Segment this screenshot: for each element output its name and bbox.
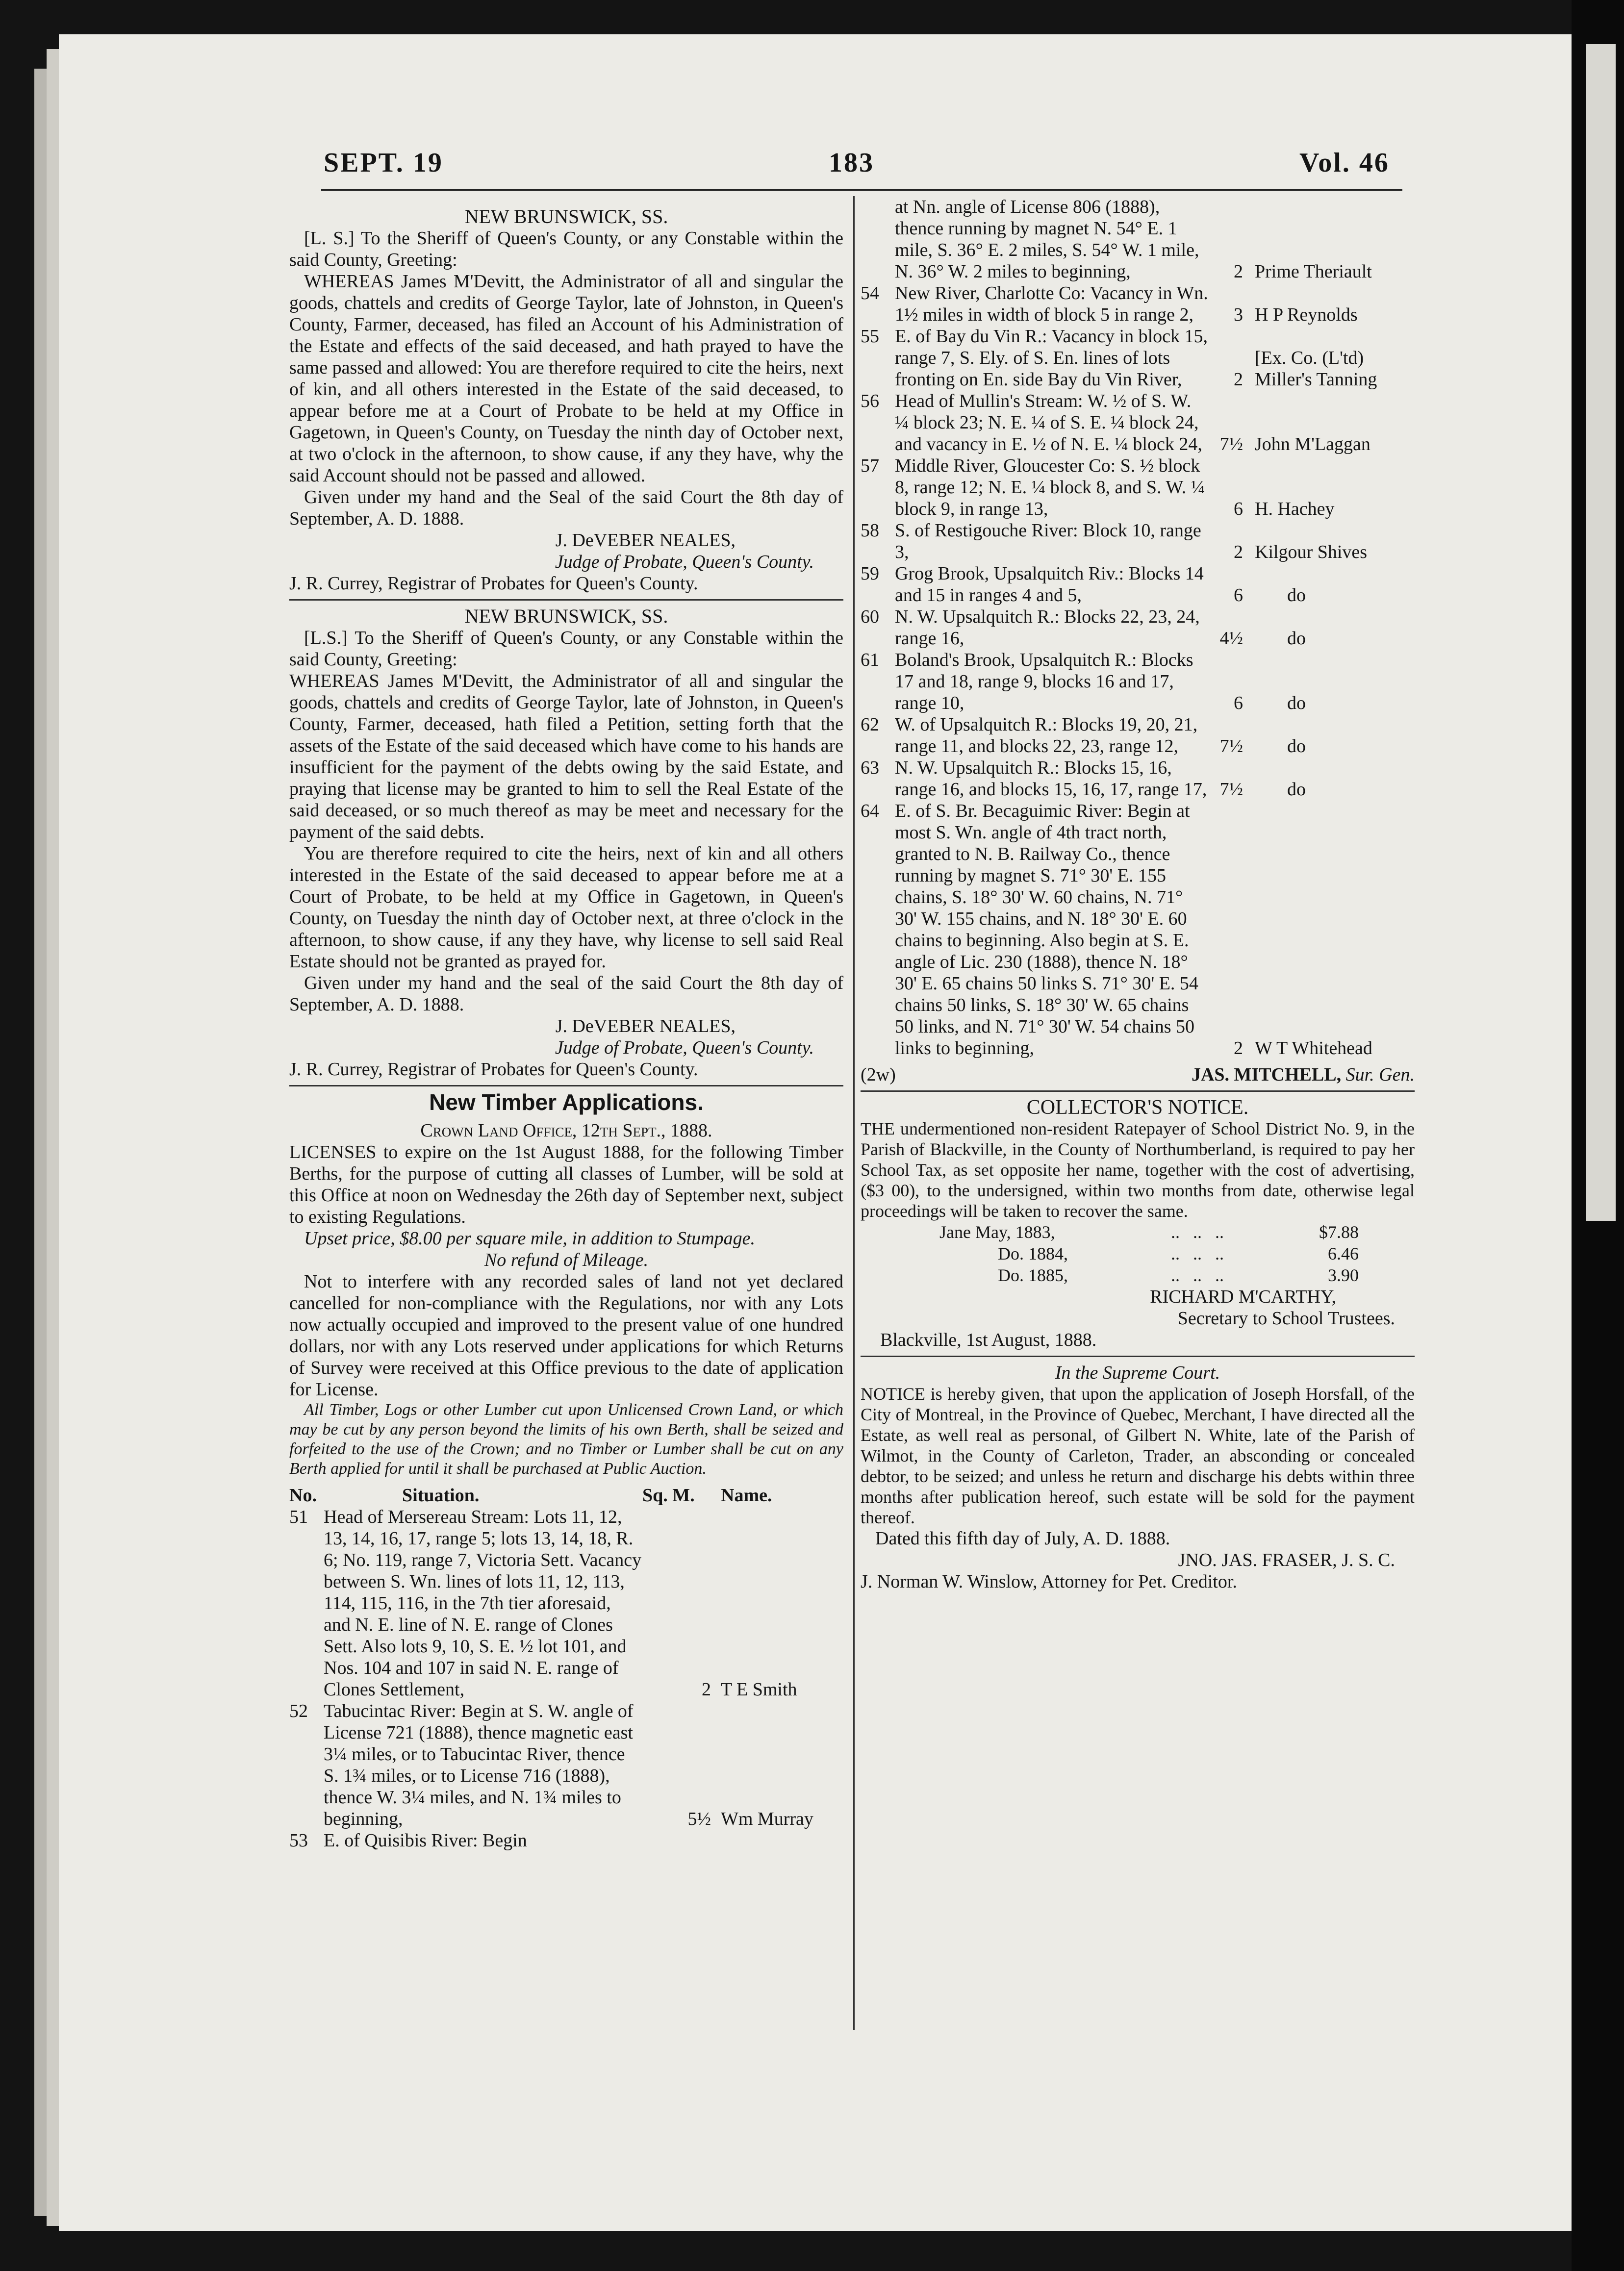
tax-amount: $7.88 <box>1319 1222 1359 1242</box>
row-no: 61 <box>861 650 879 670</box>
row-situation: Grog Brook, Upsalquitch Riv.: Blocks 14 and 15 in ranges 4 and 5, <box>895 563 1204 606</box>
row-name: do <box>1287 585 1306 606</box>
timber-upset: Upset price, $8.00 per square mile, in addition to Stumpage. <box>304 1228 755 1249</box>
supreme-signer: JNO. JAS. FRASER, J. S. C. <box>1178 1550 1395 1570</box>
supreme-attorney: J. Norman W. Winslow, Attorney for Pet. Creditor. <box>861 1571 1237 1592</box>
right-column <box>861 196 1415 1592</box>
notice2-body2: You are therefore required to cite the heirs, next of kin and all others interested in the Estate of the said deceased to appear before me at a Court of Probate, to be held at my Office in Gagetown, in Queen's County, on Tuesday the ninth day of October next, at three o'clock in the afternoon, to show cause, if any they have, why license to sell said Real Estate should not be granted as prayed for. <box>289 843 843 972</box>
timber-title: New Timber Applications. <box>429 1089 704 1115</box>
table-row <box>861 563 1415 606</box>
row-name: Wm Murray <box>721 1809 813 1829</box>
row-no: 52 <box>289 1701 308 1721</box>
row-sqm: 6 <box>1234 585 1243 606</box>
row-no: 55 <box>861 326 879 347</box>
row-situation: E. of Quisibis River: Begin <box>324 1830 527 1851</box>
tax-table <box>939 1221 1359 1286</box>
collector-title: COLLECTOR'S NOTICE. <box>1026 1096 1249 1119</box>
notice2-salutation: [L.S.] To the Sheriff of Queen's County, or any Constable within the said County, Greeting: <box>289 628 843 670</box>
row-no: 53 <box>289 1830 308 1851</box>
notice2-registrar: J. R. Currey, Registrar of Probates for Queen's County. <box>289 1059 698 1080</box>
row-no: 58 <box>861 520 879 541</box>
timber-table-left <box>289 1485 843 1851</box>
row-no <box>861 196 895 282</box>
timber-signer-line <box>1192 1064 1415 1085</box>
row-no: 62 <box>861 714 879 735</box>
divider <box>289 599 843 601</box>
tax-name: Do. 1884, <box>998 1244 1068 1263</box>
row-sqm: 7½ <box>1219 434 1243 454</box>
row-sqm: 5½ <box>687 1809 711 1829</box>
col-name: Name. <box>721 1485 772 1506</box>
row-situation: Head of Mullin's Stream: W. ½ of S. W. ¼ block 23; N. E. ¼ of S. E. ¼ block 24, and vacancy in E. ½ of N. E. ¼ block 24, <box>895 391 1202 454</box>
table-row <box>861 196 1415 282</box>
notice2-title: NEW BRUNSWICK, SS. <box>464 605 668 627</box>
timber-table-right <box>861 196 1415 1059</box>
collector-signer: RICHARD M'CARTHY, <box>1150 1287 1336 1307</box>
tax-name: Jane May, 1883, <box>939 1222 1055 1242</box>
leader-dots: .. .. .. <box>1171 1265 1224 1285</box>
row-situation: New River, Charlotte Co: Vacancy in Wn. 1½ miles in width of block 5 in range 2, <box>895 283 1208 325</box>
table-row <box>289 1830 843 1851</box>
table-row <box>939 1243 1359 1264</box>
row-sqm: 3 <box>1234 304 1243 325</box>
page-stack-edge <box>34 69 47 2216</box>
leader-dots: .. .. .. <box>1171 1222 1224 1242</box>
row-situation: Tabucintac River: Begin at S. W. angle of License 721 (1888), thence magnetic east 3¼ miles, or to Tabucintac River, thence S. 1¾ miles, or to License 716 (1888), thence W. 3¼ miles, and N. 1¾ miles to beginning, <box>324 1701 634 1829</box>
row-name: Kilgour Shives <box>1255 542 1368 562</box>
next-page-edge <box>1586 44 1616 1221</box>
row-sqm: 6 <box>1234 693 1243 713</box>
row-no: 57 <box>861 455 879 476</box>
row-situation: S. of Restigouche River: Block 10, range 3, <box>895 520 1201 562</box>
row-sqm: 7½ <box>1219 779 1243 800</box>
row-situation: W. of Upsalquitch R.: Blocks 19, 20, 21, range 11, and blocks 22, 23, range 12, <box>895 714 1198 757</box>
row-situation: Head of Mersereau Stream: Lots 11, 12, 13, 14, 16, 17, range 5; lots 13, 14, 18, R. 6; No. 119, range 7, Victoria Sett. Vacancy between S. Wn. lines of lots 11, 12, 113, 114, 115, 116, in the 7th tier aforesaid, and N. E. line of N. E. range of Clones Sett. Also lots 9, 10, S. E. ½ lot 101, and Nos. 104 and 107 in said N. E. range of Clones Settlement, <box>324 1507 642 1700</box>
table-row <box>939 1264 1359 1286</box>
row-sqm: 7½ <box>1219 736 1243 757</box>
notice2-signer: J. DeVEBER NEALES, <box>555 1016 736 1036</box>
table-header <box>289 1485 843 1506</box>
timber-signer-title: Sur. Gen. <box>1345 1064 1415 1085</box>
table-row <box>861 800 1415 1059</box>
table-row <box>861 649 1415 714</box>
table-row <box>861 520 1415 563</box>
notice2-given: Given under my hand and the seal of the said Court the 8th day of September, A. D. 1888. <box>289 973 843 1015</box>
table-row <box>861 606 1415 649</box>
row-situation: N. W. Upsalquitch R.: Blocks 22, 23, 24, range 16, <box>895 606 1200 649</box>
row-no: 63 <box>861 757 879 778</box>
row-situation: N. W. Upsalquitch R.: Blocks 15, 16, range 16, and blocks 15, 16, 17, range 17, <box>895 757 1207 800</box>
notice1-body: WHEREAS James M'Devitt, the Administrator of all and singular the goods, chattels and credits of George Taylor, late of Johnston, in Queen's County, Farmer, deceased, has filed an Account of his Administration of the Estate and effects of the said deceased, and hath prayed to have the same passed and allowed: You are therefore required to cite the heirs, next of kin, and all others interested in the Estate of the said deceased, to appear before me at a Court of Probate to be held at my Office in Gagetown, in Queen's County, on Tuesday the ninth day of October next, at two o'clock in the afternoon, to show cause, if any they have, why the said Account should not be passed and allowed. <box>289 271 843 486</box>
table-row <box>861 455 1415 520</box>
notice2-signer-title: Judge of Probate, Queen's County. <box>555 1037 814 1058</box>
row-no: 54 <box>861 283 879 303</box>
timber-warning: All Timber, Logs or other Lumber cut upon Unlicensed Crown Land, or which may be cut by any person beyond the limits of his own Berth, shall be seized and forfeited to the use of the Crown; and no Timber or Lumber shall be cut on any Berth applied for until it shall be purchased at Public Auction. <box>289 1401 843 1478</box>
supreme-dated: Dated this fifth day of July, A. D. 1888. <box>875 1528 1170 1549</box>
table-row <box>939 1221 1359 1243</box>
tax-amount: 6.46 <box>1328 1244 1359 1263</box>
notice1-signer-title: Judge of Probate, Queen's County. <box>555 552 814 572</box>
row-name <box>721 1830 843 1851</box>
row-sqm: 4½ <box>1219 628 1243 649</box>
row-sqm: 2 <box>1234 261 1243 282</box>
notice1-registrar: J. R. Currey, Registrar of Probates for Queen's County. <box>289 573 698 594</box>
timber-signer: JAS. MITCHELL, <box>1191 1064 1342 1085</box>
row-sqm: 2 <box>702 1679 711 1700</box>
row-situation: E. of S. Br. Becaguimic River: Begin at most S. Wn. angle of 4th tract north, granted to N. B. Railway Co., thence running by magnet S. 71° 30' E. 155 chains, S. 18° 30' W. 60 chains, N. 71° 30' W. 155 chains, and N. 18° 30' E. 60 chains to beginning. Also begin at S. E. angle of Lic. 230 (1888), thence N. 18° 30' E. 65 chains 50 links S. 71° 30' E. 54 chains 50 links, S. 18° 30' W. 65 chains 50 links, and N. 71° 30' W. 54 chains 50 links to beginning, <box>895 801 1198 1059</box>
row-situation: Middle River, Gloucester Co: S. ½ block 8, range 12; N. E. ¼ block 8, and S. W. ¼ block 9, in range 13, <box>895 455 1205 519</box>
tax-amount: 3.90 <box>1328 1265 1359 1285</box>
notice1-salutation: [L. S.] To the Sheriff of Queen's County, or any Constable within the said County, Greeting: <box>289 228 843 270</box>
timber-office: Crown Land Office, 12th Sept., 1888. <box>420 1120 712 1141</box>
notice1-title: NEW BRUNSWICK, SS. <box>464 205 668 227</box>
row-situation: at Nn. angle of License 806 (1888), thence running by magnet N. 54° E. 1 mile, S. 36° E. 2 miles, S. 54° W. 1 mile, N. 36° W. 2 miles to beginning, <box>895 197 1199 282</box>
row-name: W T Whitehead <box>1255 1038 1372 1059</box>
left-column <box>289 206 843 1851</box>
header-date: SEPT. 19 <box>324 148 443 178</box>
row-name: do <box>1287 628 1306 649</box>
notice2-body: WHEREAS James M'Devitt, the Administrator of all and singular the goods, chattels and credits of George Taylor, late of Johnston, in Queen's County, Farmer, deceased, hath filed a Petition, setting forth that the assets of the Estate of the said deceased which have come to his hands are insufficient for the payment of the debts owing by the said Estate, and praying that license may be granted to him to sell the Real Estate of the said deceased, or so much thereof as may be meet and necessary for the payment of the said debts. <box>289 671 843 842</box>
row-no: 59 <box>861 563 879 584</box>
row-name: do <box>1287 693 1306 713</box>
row-sqm: 6 <box>1234 499 1243 519</box>
collector-signer-title: Secretary to School Trustees. <box>1177 1308 1395 1329</box>
timber-no-refund: No refund of Mileage. <box>484 1250 649 1270</box>
row-no: 56 <box>861 391 879 411</box>
notice1-given: Given under my hand and the Seal of the said Court the 8th day of September, A. D. 1888. <box>289 487 843 529</box>
row-no: 51 <box>289 1507 308 1527</box>
collector-body: THE undermentioned non-resident Ratepayer of School District No. 9, in the Parish of Blackville, in the County of Northumberland, is required to pay her School Tax, as set opposite her name, together with the cost of advertising, ($3 00), to the undersigned, within two months from date, otherwise legal proceedings will be taken to recover the same. <box>861 1119 1415 1221</box>
col-sqm: Sq. M. <box>642 1485 695 1506</box>
row-sqm <box>642 1830 721 1851</box>
row-name: H. Hachey <box>1255 499 1335 519</box>
row-no: 60 <box>861 606 879 627</box>
volume-number: Vol. 46 <box>1299 148 1390 178</box>
row-no: 64 <box>861 801 879 821</box>
table-row <box>861 282 1415 326</box>
insertion-mark: (2w) <box>861 1064 896 1085</box>
timber-interfere: Not to interfere with any recorded sales of land not yet declared cancelled for non-compliance with the Regulations, nor with any Lots now actually occupied and improved to the present value of one hundred dollars, nor with any Lots reserved under applications for which Returns of Survey were received at this Office previous to the date of application for License. <box>289 1271 843 1400</box>
divider <box>861 1090 1415 1092</box>
row-name: Prime Theriault <box>1255 261 1372 282</box>
table-row <box>289 1700 843 1830</box>
row-name: do <box>1287 736 1306 757</box>
page-number: 183 <box>829 148 874 178</box>
timber-footer <box>861 1064 1415 1085</box>
table-row <box>861 757 1415 800</box>
table-row <box>861 714 1415 757</box>
leader-dots: .. .. .. <box>1171 1244 1224 1263</box>
row-sqm: 2 <box>1234 1038 1243 1059</box>
row-name: H P Reynolds <box>1255 304 1358 325</box>
table-row <box>289 1506 843 1700</box>
row-name: do <box>1287 779 1306 800</box>
row-name: T E Smith <box>721 1679 797 1700</box>
divider <box>289 1085 843 1086</box>
col-situation: Situation. <box>402 1485 480 1506</box>
row-name: John M'Laggan <box>1255 434 1370 454</box>
column-rule <box>853 196 855 2030</box>
collector-place-date: Blackville, 1st August, 1888. <box>880 1330 1097 1350</box>
supreme-body: NOTICE is hereby given, that upon the application of Joseph Horsfall, of the City of Montreal, in the Province of Quebec, Merchant, I have directed all the Estate, as well real as personal, of Gilbert N. White, late of the Parish of Wilmot, in the County of Carleton, Trader, an absconding or concealed debtor, to be seized; and unless he return and discharge his debts within three months after publication hereof, such estate will be sold for the payment thereof. <box>861 1384 1415 1527</box>
row-situation: E. of Bay du Vin R.: Vacancy in block 15, range 7, S. Ely. of S. En. lines of lots fronting on En. side Bay du Vin River, <box>895 326 1208 390</box>
table-row <box>861 326 1415 390</box>
timber-intro: LICENSES to expire on the 1st August 1888, for the following Timber Berths, for the purpose of cutting all classes of Lumber, will be sold at this Office at noon on Wednesday the 26th day of September next, subject to existing Regulations. <box>289 1142 843 1227</box>
supreme-title: In the Supreme Court. <box>1055 1363 1220 1383</box>
col-no: No. <box>289 1485 317 1506</box>
row-name: [Ex. Co. (L'td) Miller's Tanning <box>1255 348 1377 390</box>
divider <box>861 1356 1415 1357</box>
row-sqm: 2 <box>1234 369 1243 390</box>
header-rule <box>321 189 1402 191</box>
row-situation: Boland's Brook, Upsalquitch R.: Blocks 17 and 18, range 9, blocks 16 and 17, range 10, <box>895 650 1193 713</box>
row-sqm: 2 <box>1234 542 1243 562</box>
notice1-signer: J. DeVEBER NEALES, <box>555 530 736 551</box>
tax-name: Do. 1885, <box>998 1265 1068 1285</box>
table-row <box>861 390 1415 455</box>
